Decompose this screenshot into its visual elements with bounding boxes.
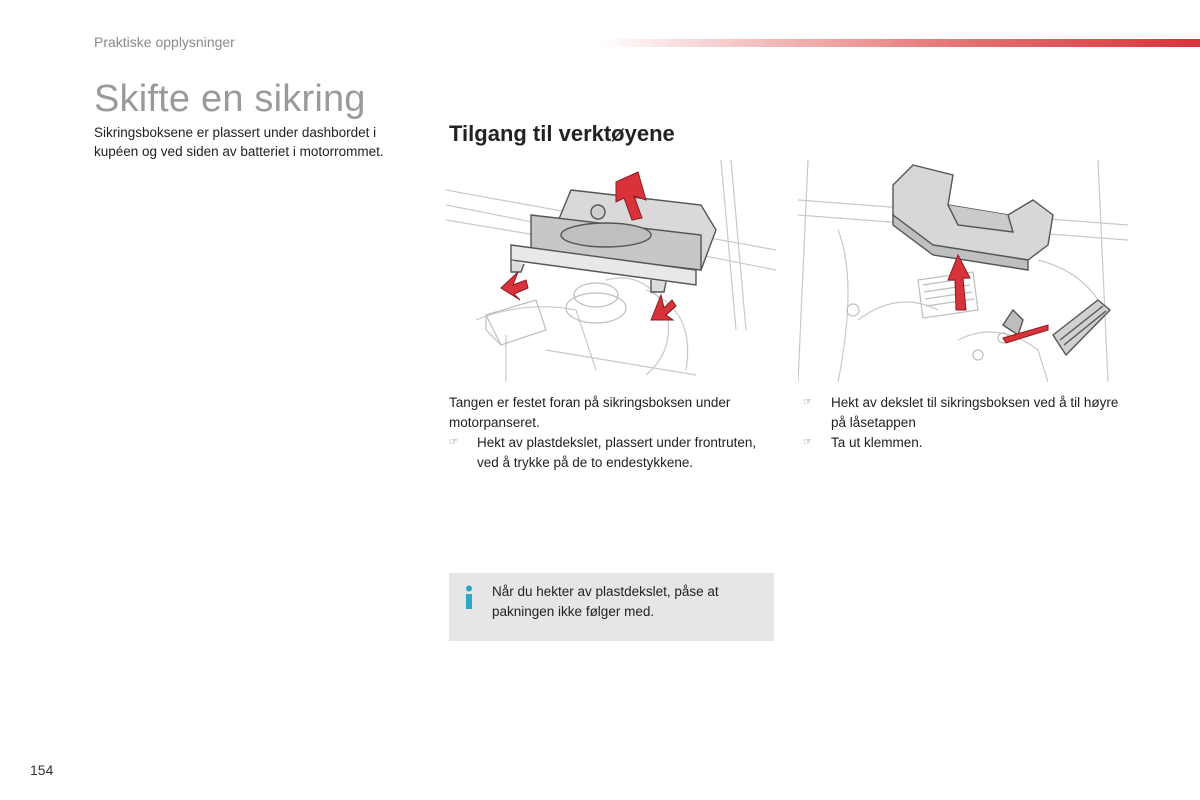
intro-text: Sikringsboksene er plassert under dashbordet i kupéen og ved siden av batteriet i motorrommet. — [94, 125, 384, 159]
header-accent-bar — [600, 39, 1200, 47]
pointing-hand-icon: ☞ — [803, 397, 812, 408]
info-note — [449, 573, 774, 641]
list-item — [803, 393, 1133, 433]
page-number: 154 — [30, 762, 54, 778]
left-instructions — [449, 393, 779, 473]
tool-location-text: Tangen er festet foran på sikringsboksen under motorpanseret. — [449, 395, 731, 430]
cover-removal-illustration — [446, 160, 776, 382]
fusebox-illustration — [798, 160, 1128, 382]
section-label: Praktiske opplysninger — [94, 34, 235, 50]
pointing-hand-icon: ☞ — [449, 437, 458, 448]
pointing-hand-icon: ☞ — [803, 437, 812, 448]
info-icon — [463, 585, 475, 611]
list-item-text: Ta ut klemmen. — [831, 435, 923, 450]
list-item — [803, 433, 1133, 453]
right-instructions — [803, 393, 1133, 453]
info-note-text: Når du hekter av plastdekslet, påse at pakningen ikke følger med. — [492, 584, 719, 619]
page-title: Skifte en sikring — [94, 78, 366, 120]
list-item-text: Hekt av plastdekslet, plassert under frontruten, ved å trykke på de to endestykkene. — [477, 435, 757, 470]
section-heading: Tilgang til verktøyene — [449, 121, 675, 146]
list-item-text: Hekt av dekslet til sikringsboksen ved å til høyre på låsetappen — [831, 395, 1119, 430]
list-item — [449, 433, 779, 473]
